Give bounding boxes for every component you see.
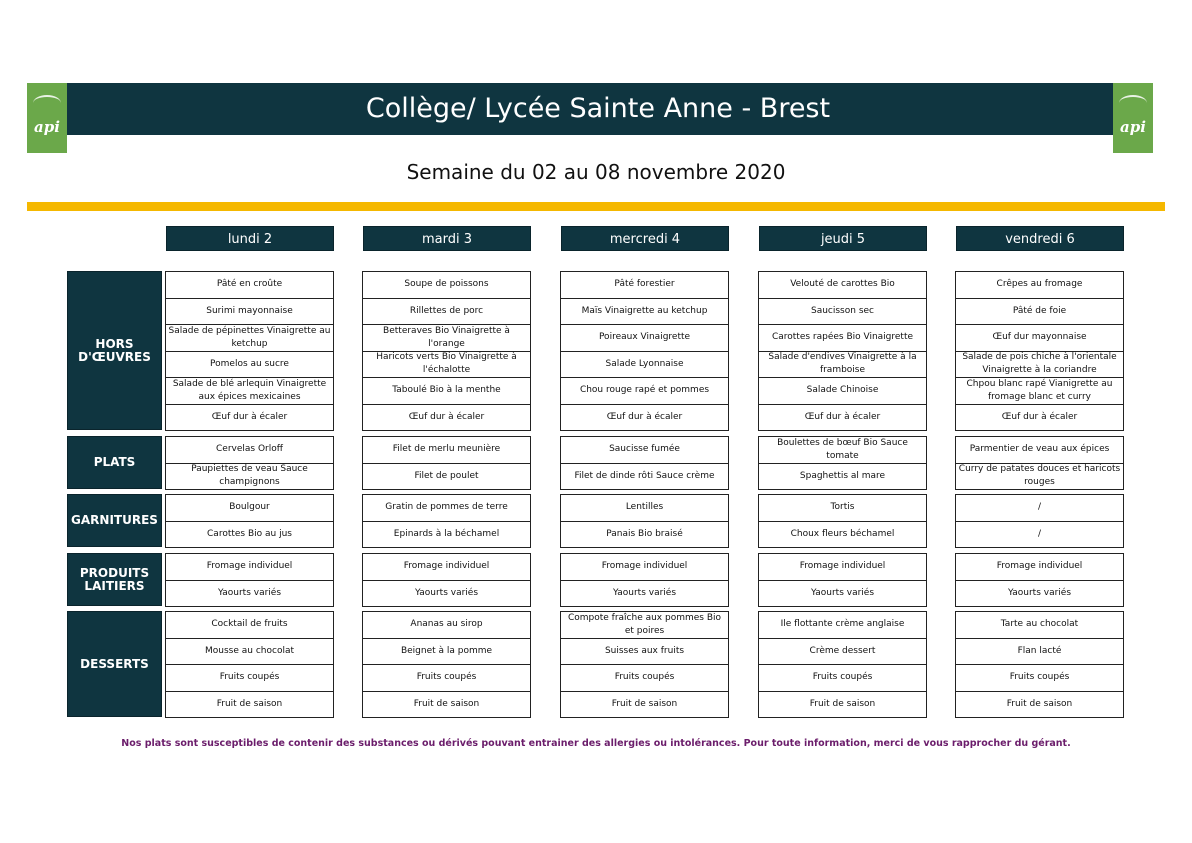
menu-cell: Carottes Bio au jus xyxy=(165,521,334,549)
page-title: Collège/ Lycée Sainte Anne - Brest xyxy=(365,93,831,124)
menu-cell: Œuf dur à écaler xyxy=(560,404,729,432)
menu-cell: Saucisson sec xyxy=(758,298,927,326)
menu-cell: Paupiettes de veau Sauce champignons xyxy=(165,463,334,491)
menu-cell: Parmentier de veau aux épices xyxy=(955,436,1124,464)
day-header: mercredi 4 xyxy=(561,226,729,251)
menu-cell: Epinards à la béchamel xyxy=(362,521,531,549)
menu-cell: / xyxy=(955,521,1124,549)
menu-cell: Fromage individuel xyxy=(165,553,334,581)
api-logo-right xyxy=(1113,83,1153,153)
logo-text: api xyxy=(1120,118,1146,136)
menu-cell: Cervelas Orloff xyxy=(165,436,334,464)
category-label: PRODUITS LAITIERS xyxy=(67,553,162,606)
menu-cell: Fruits coupés xyxy=(758,664,927,692)
menu-cell: Fruit de saison xyxy=(955,691,1124,719)
day-header: vendredi 6 xyxy=(956,226,1124,251)
category-label: GARNITURES xyxy=(67,494,162,547)
title-bar xyxy=(67,83,1113,135)
menu-cell: Curry de patates douces et haricots rouges xyxy=(955,463,1124,491)
logo-text: api xyxy=(34,118,60,136)
menu-cell: Crêpes au fromage xyxy=(955,271,1124,299)
menu-cell: Tarte au chocolat xyxy=(955,611,1124,639)
menu-cell: Mousse au chocolat xyxy=(165,638,334,666)
menu-cell: Yaourts variés xyxy=(362,580,531,608)
menu-cell: Haricots verts Bio Vinaigrette à l'échalotte xyxy=(362,351,531,379)
menu-cell: Pâté forestier xyxy=(560,271,729,299)
menu-cell: Œuf dur à écaler xyxy=(955,404,1124,432)
menu-cell: Pâté en croûte xyxy=(165,271,334,299)
menu-cell: Œuf dur à écaler xyxy=(362,404,531,432)
menu-cell: Boulettes de bœuf Bio Sauce tomate xyxy=(758,436,927,464)
menu-cell: Spaghettis al mare xyxy=(758,463,927,491)
menu-cell: Fruit de saison xyxy=(165,691,334,719)
menu-cell: Rillettes de porc xyxy=(362,298,531,326)
menu-cell: Chou rouge rapé et pommes xyxy=(560,377,729,405)
menu-cell: Yaourts variés xyxy=(560,580,729,608)
menu-cell: Fruits coupés xyxy=(362,664,531,692)
menu-cell: Filet de poulet xyxy=(362,463,531,491)
menu-cell: Œuf dur mayonnaise xyxy=(955,324,1124,352)
menu-cell: Lentilles xyxy=(560,494,729,522)
menu-cell: Pomelos au sucre xyxy=(165,351,334,379)
menu-cell: Taboulé Bio à la menthe xyxy=(362,377,531,405)
menu-cell: Fruit de saison xyxy=(362,691,531,719)
menu-cell: Yaourts variés xyxy=(955,580,1124,608)
menu-cell: Fromage individuel xyxy=(758,553,927,581)
menu-cell: Filet de dinde rôti Sauce crème xyxy=(560,463,729,491)
menu-cell: Suisses aux fruits xyxy=(560,638,729,666)
menu-cell: Fruit de saison xyxy=(758,691,927,719)
menu-cell: Ananas au sirop xyxy=(362,611,531,639)
category-label: HORS D'ŒUVRES xyxy=(67,271,162,430)
menu-cell: Yaourts variés xyxy=(758,580,927,608)
menu-cell: Saucisse fumée xyxy=(560,436,729,464)
gold-divider xyxy=(27,202,1165,211)
day-header: mardi 3 xyxy=(363,226,531,251)
menu-cell: / xyxy=(955,494,1124,522)
menu-cell: Fruit de saison xyxy=(560,691,729,719)
page-header xyxy=(27,83,1153,153)
allergy-notice: Nos plats sont susceptibles de contenir des substances ou dérivés pouvant entrainer des allergies ou intolérances. Pour toute information, merci de vous rapprocher du gérant. xyxy=(121,738,1071,749)
menu-cell: Flan lacté xyxy=(955,638,1124,666)
menu-cell: Fromage individuel xyxy=(362,553,531,581)
menu-cell: Œuf dur à écaler xyxy=(758,404,927,432)
menu-cell: Salade d'endives Vinaigrette à la framboise xyxy=(758,351,927,379)
category-label: PLATS xyxy=(67,436,162,489)
menu-cell: Maïs Vinaigrette au ketchup xyxy=(560,298,729,326)
menu-cell: Yaourts variés xyxy=(165,580,334,608)
week-label: Semaine du 02 au 08 novembre 2020 xyxy=(406,160,786,184)
menu-cell: Cocktail de fruits xyxy=(165,611,334,639)
menu-cell: Beignet à la pomme xyxy=(362,638,531,666)
menu-cell: Soupe de poissons xyxy=(362,271,531,299)
menu-cell: Gratin de pommes de terre xyxy=(362,494,531,522)
category-label: DESSERTS xyxy=(67,611,162,717)
menu-cell: Fruits coupés xyxy=(560,664,729,692)
menu-cell: Œuf dur à écaler xyxy=(165,404,334,432)
menu-cell: Salade de pois chiche à l'orientale Vinaigrette à la coriandre xyxy=(955,351,1124,379)
menu-cell: Chpou blanc rapé Vianigrette au fromage blanc et curry xyxy=(955,377,1124,405)
api-logo-left xyxy=(27,83,67,153)
menu-cell: Salade de blé arlequin Vinaigrette aux épices mexicaines xyxy=(165,377,334,405)
menu-cell: Fruits coupés xyxy=(165,664,334,692)
menu-cell: Salade Chinoise xyxy=(758,377,927,405)
menu-cell: Boulgour xyxy=(165,494,334,522)
menu-cell: Carottes rapées Bio Vinaigrette xyxy=(758,324,927,352)
day-header: lundi 2 xyxy=(166,226,334,251)
menu-cell: Tortis xyxy=(758,494,927,522)
menu-cell: Surimi mayonnaise xyxy=(165,298,334,326)
menu-cell: Fromage individuel xyxy=(560,553,729,581)
menu-cell: Fromage individuel xyxy=(955,553,1124,581)
menu-cell: Filet de merlu meunière xyxy=(362,436,531,464)
menu-cell: Crème dessert xyxy=(758,638,927,666)
menu-cell: Ile flottante crème anglaise xyxy=(758,611,927,639)
menu-cell: Poireaux Vinaigrette xyxy=(560,324,729,352)
menu-cell: Velouté de carottes Bio xyxy=(758,271,927,299)
day-header: jeudi 5 xyxy=(759,226,927,251)
menu-cell: Fruits coupés xyxy=(955,664,1124,692)
menu-cell: Salade de pépinettes Vinaigrette au ketchup xyxy=(165,324,334,352)
menu-cell: Salade Lyonnaise xyxy=(560,351,729,379)
menu-cell: Panais Bio braisé xyxy=(560,521,729,549)
menu-cell: Betteraves Bio Vinaigrette à l'orange xyxy=(362,324,531,352)
menu-cell: Compote fraîche aux pommes Bio et poires xyxy=(560,611,729,639)
menu-cell: Pâté de foie xyxy=(955,298,1124,326)
menu-cell: Choux fleurs béchamel xyxy=(758,521,927,549)
